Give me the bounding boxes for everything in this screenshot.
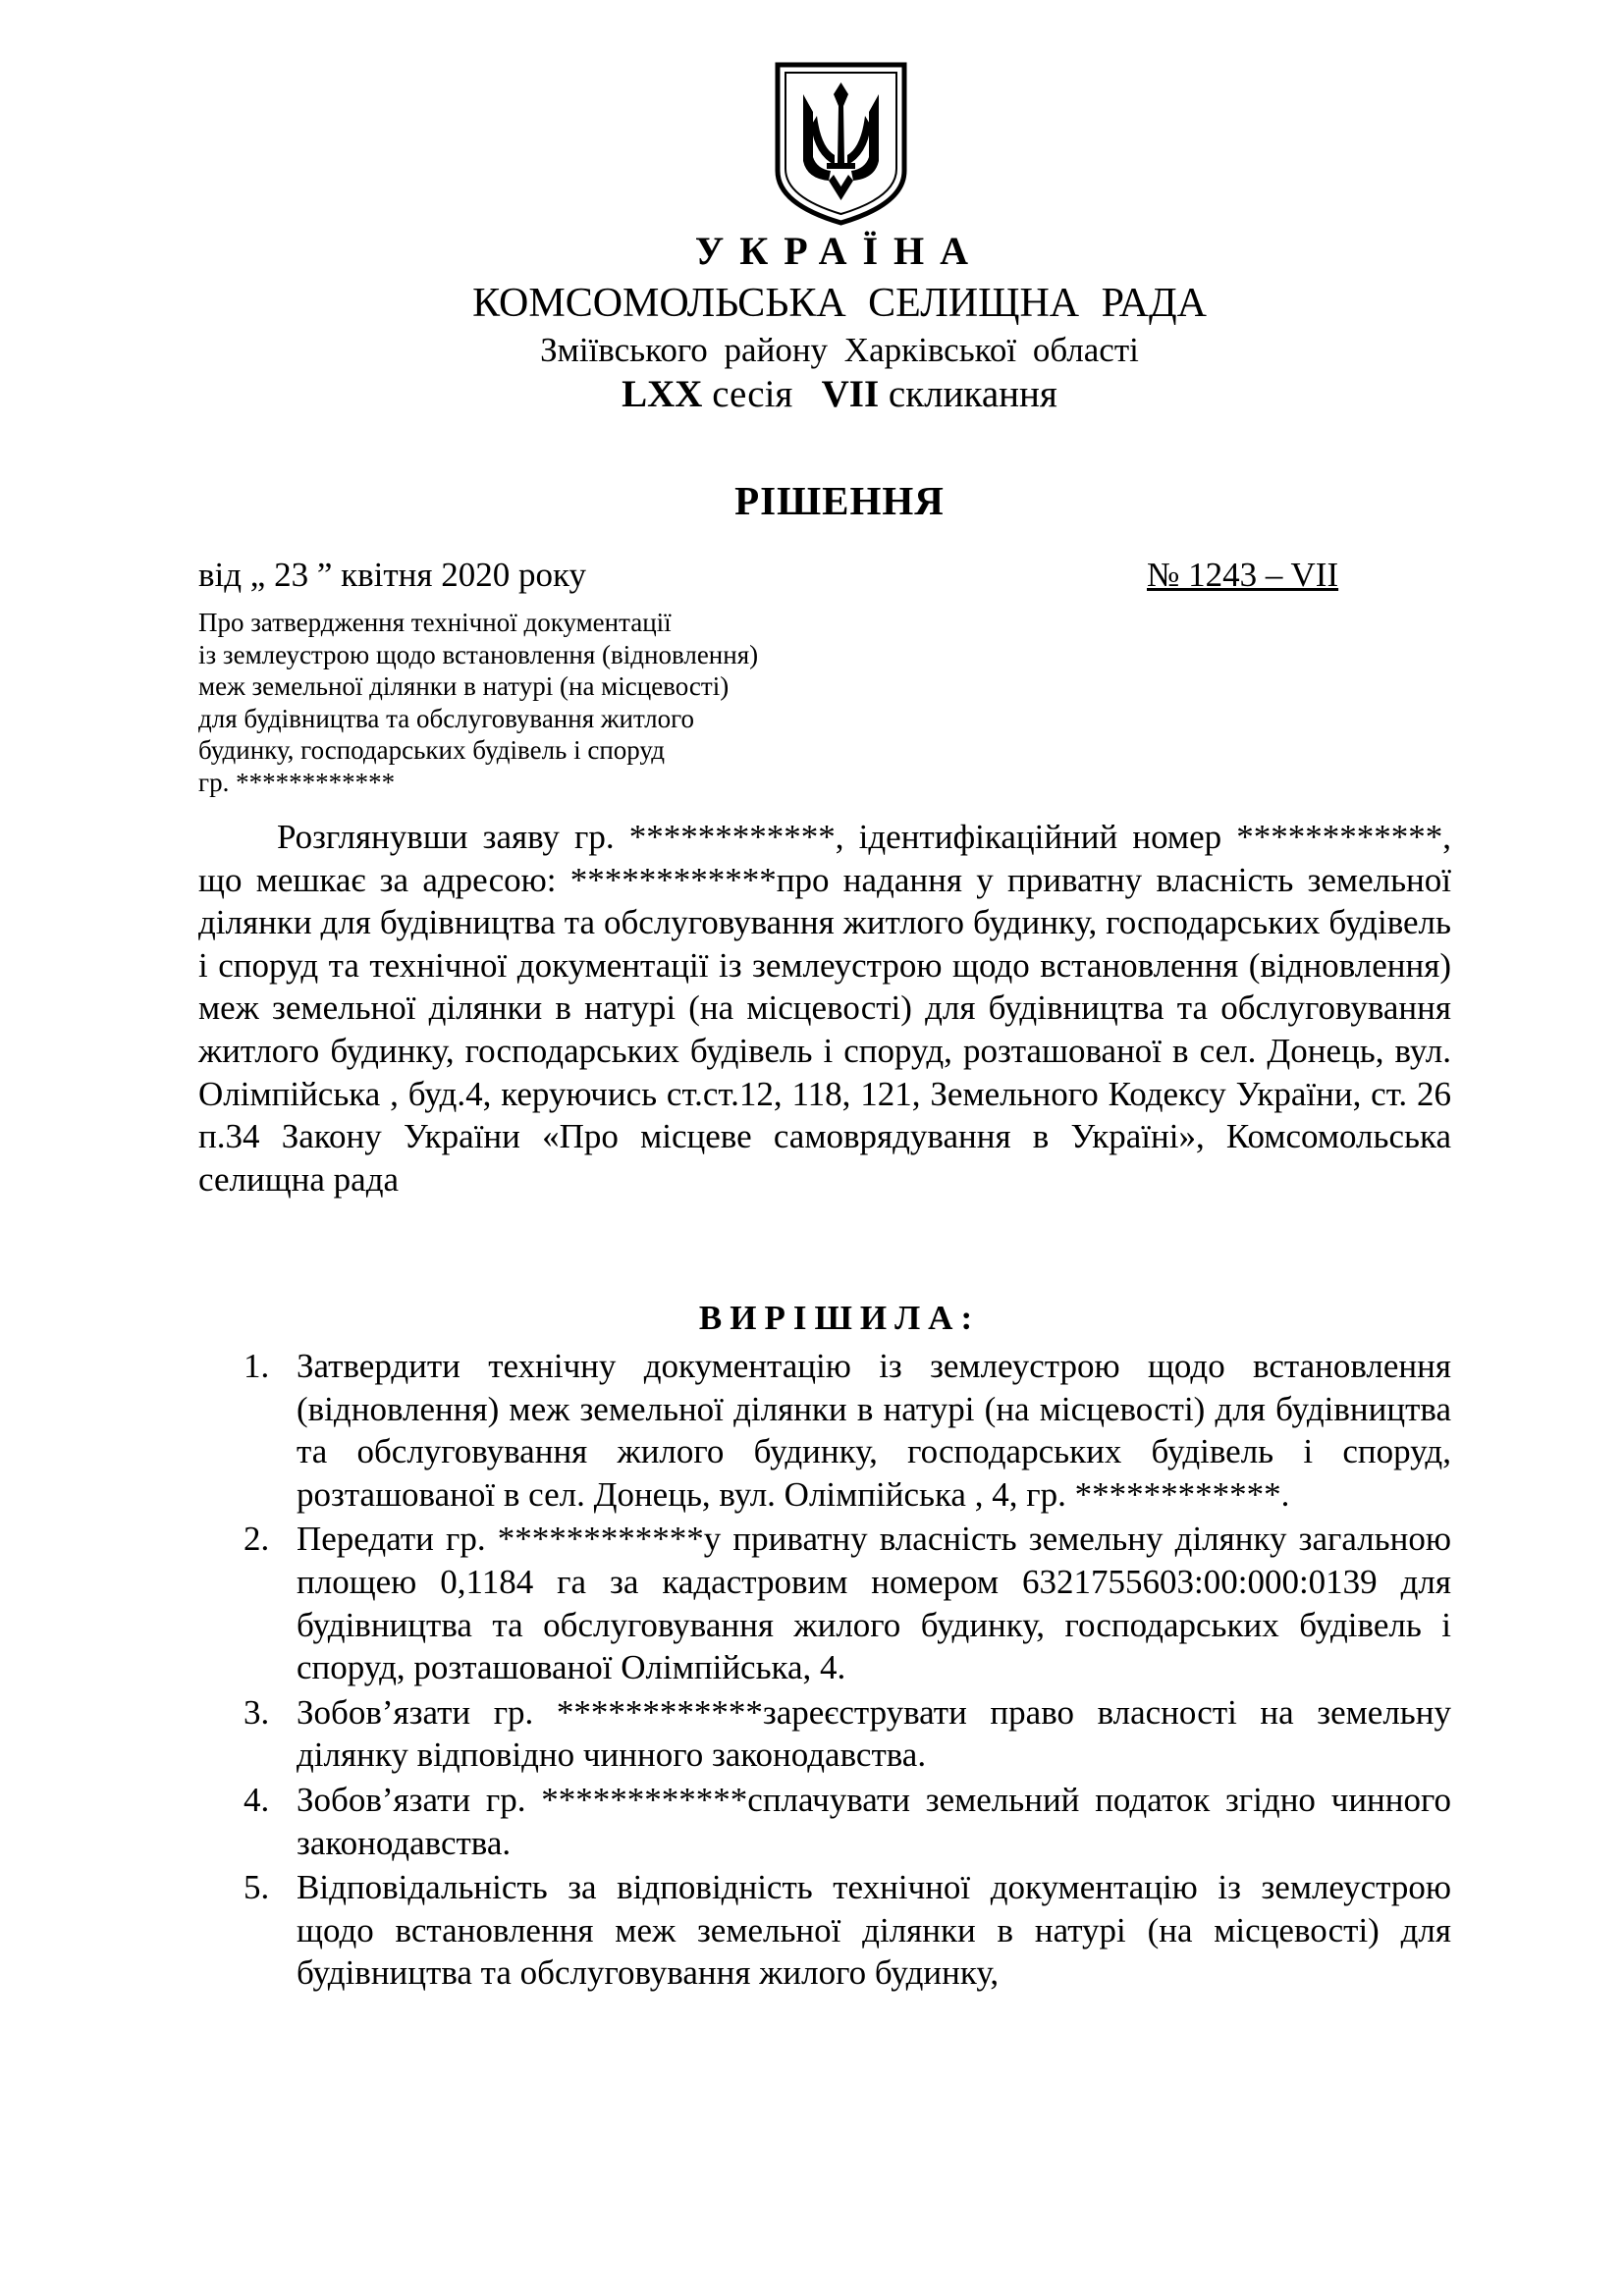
convocation-word: скликання xyxy=(888,373,1057,415)
subject-line: із землеустрою щодо встановлення (відновлення) xyxy=(198,639,759,669)
item-number: 4. xyxy=(244,1780,270,1819)
subject-line: меж земельної ділянки в натурі (на місцевості) xyxy=(198,671,730,701)
list-item xyxy=(244,1691,1451,1777)
subject-line: Про затвердження технічної документації xyxy=(198,608,672,637)
subject-line: для будівництва та обслуговування житлого xyxy=(198,703,694,733)
item-text: Передати гр. ************у приватну власність земельну ділянку загальною площею 0,1184 га за кадастровим номером 6321755603:00:000:0139 для будівництва та обслуговування жилого будинку, господарських будівель і споруд, розташованої Олімпійська, 4. xyxy=(297,1520,1451,1687)
item-text: Затвердити технічну документацію із землеустрою щодо встановлення (відновлення) меж земельної ділянки в натурі (на місцевості) для будівництва та обслуговування жилого будинку, господарських будівель і споруд, розташованої в сел. Донець, вул. Олімпійська , 4, гр. ************. xyxy=(297,1347,1451,1514)
decision-number: № 1243 – VII xyxy=(1147,556,1339,594)
session-number: LXX xyxy=(622,373,703,415)
convocation-number: VII xyxy=(821,373,880,415)
district-region: Зміївського району Харківської області xyxy=(540,331,1139,369)
list-item xyxy=(244,1866,1451,1995)
list-item xyxy=(244,1345,1451,1516)
item-text: Зобов’язати гр. ************зареєструвати право власності на земельну ділянку відповідно чинного законодавства. xyxy=(297,1692,1451,1775)
subject-line: будинку, господарських будівель і споруд xyxy=(198,735,665,765)
resolved-heading: ВИРІШИЛА: xyxy=(698,1299,981,1337)
country-name: УКРАЇНА xyxy=(694,229,985,273)
resolution-items xyxy=(244,1345,1451,1997)
item-number: 5. xyxy=(244,1868,270,1907)
subject-line: гр. ************ xyxy=(198,767,396,797)
council-name: КОМСОМОЛЬСЬКА СЕЛИЩНА РАДА xyxy=(472,281,1207,326)
session-word: сесія xyxy=(712,373,793,415)
item-text: Зобов’язати гр. ************сплачувати земельний податок згідно чинного законодавства. xyxy=(297,1780,1451,1862)
decision-subject xyxy=(198,607,886,798)
item-number: 2. xyxy=(244,1520,270,1559)
item-text: Відповідальність за відповідність технічної документацію із землеустрою щодо встановлення меж земельної ділянки в натурі (на місцевості) для будівництва та обслуговування жилого будинку, xyxy=(297,1868,1451,1993)
item-number: 1. xyxy=(244,1347,270,1385)
trident-emblem-icon xyxy=(774,61,908,226)
list-item xyxy=(244,1518,1451,1688)
document-title: РІШЕННЯ xyxy=(734,478,945,523)
decision-date: від „ 23 ” квітня 2020 року xyxy=(198,556,587,594)
list-item xyxy=(244,1779,1451,1864)
session-line xyxy=(0,372,1624,416)
item-number: 3. xyxy=(244,1692,270,1732)
preamble-paragraph: Розглянувши заяву гр. ************, ідентифікаційний номер ************, що мешкає за адресою: ************про надання у приватну власність земельної ділянки для будівництва та обслуговування житлого будинку, господарських будівель і споруд та технічної документації із землеустрою щодо встановлення (відновлення) меж земельної ділянки в натурі (на місцевості) для будівництва та обслуговування житлого будинку, господарських будівель і споруд, розташованої в сел. Донець, вул. Олімпійська , буд.4, керуючись ст.ст.12, 118, 121, Земельного Кодексу України, ст. 26 п.34 Закону України «Про місцеве самоврядування в Україні», Комсомольська селищна рада xyxy=(198,818,1451,1199)
